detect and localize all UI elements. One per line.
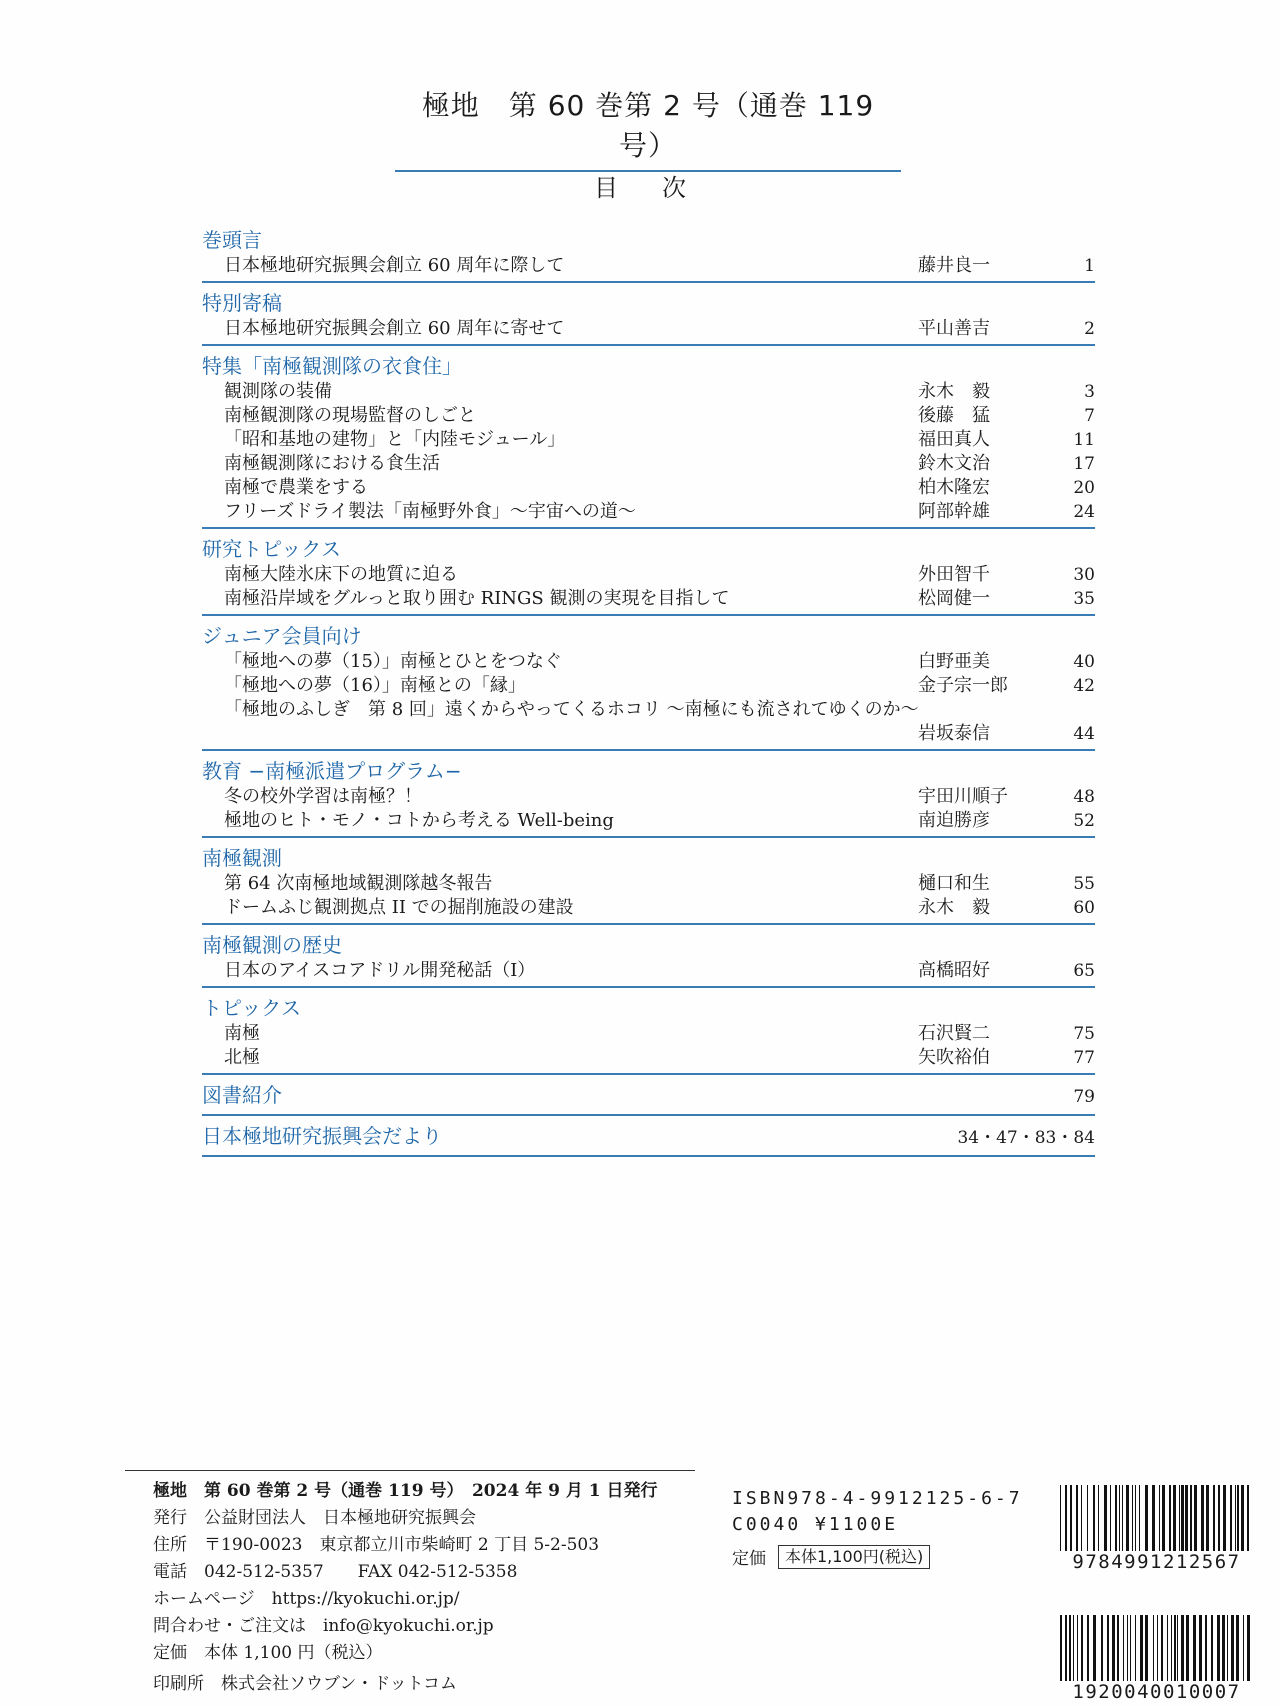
entry-author: 鈴木文治 <box>918 453 990 474</box>
colophon-phone: 電話 042-512-5357 FAX 042-512-5358 <box>153 1562 518 1582</box>
entry-title: 日本のアイスコアドリル開発秘話（I） <box>224 960 536 981</box>
entry-page: 17 <box>1073 454 1095 474</box>
entry-page: 55 <box>1073 874 1095 894</box>
toc-entry <box>202 317 1095 341</box>
entry-author: 矢吹裕伯 <box>918 1047 990 1068</box>
entry-title: 南極 <box>224 1023 260 1044</box>
barcode-bars <box>1060 1615 1253 1681</box>
price-label: 定価 <box>732 1549 766 1569</box>
section-title: 図書紹介 <box>202 1083 282 1107</box>
entry-author: 高橋昭好 <box>918 960 990 981</box>
entry-page: 60 <box>1073 898 1095 918</box>
toc-entry <box>202 476 1095 500</box>
entry-page: 30 <box>1073 565 1095 585</box>
colophon-printer: 印刷所 株式会社ソウブン・ドットコム <box>153 1674 457 1694</box>
entry-page: 77 <box>1073 1048 1095 1068</box>
toc-entry <box>202 674 1095 698</box>
entry-title: 観測隊の装備 <box>224 381 332 402</box>
entry-page: 75 <box>1073 1024 1095 1044</box>
isbn-barcode <box>1060 1485 1253 1573</box>
toc-entry <box>202 896 1095 920</box>
entry-title: 南極大陸氷床下の地質に迫る <box>224 564 458 585</box>
entry-page: 65 <box>1073 961 1095 981</box>
section-title: 巻頭言 <box>202 228 262 252</box>
section-title: ジュニア会員向け <box>202 624 362 648</box>
entry-author: 阿部幹雄 <box>918 501 990 522</box>
section-title: 特集「南極観測隊の衣食住」 <box>202 354 462 378</box>
section-title: 教育 −南極派遣プログラム− <box>202 759 462 783</box>
barcode-digits: 9784991212567 <box>1072 1551 1241 1573</box>
entry-page: 48 <box>1073 787 1095 807</box>
toc-section <box>202 758 1095 838</box>
colophon-contact: 問合わせ・ご注文は info@kyokuchi.or.jp <box>153 1616 494 1636</box>
toc-entry <box>202 563 1095 587</box>
entry-page: 52 <box>1073 811 1095 831</box>
section-title: トピックス <box>202 996 301 1020</box>
entry-page: 79 <box>1073 1087 1095 1107</box>
section-title: 特別寄稿 <box>202 291 282 315</box>
entry-author: 松岡健一 <box>918 588 990 609</box>
colophon-price: 定価 本体 1,100 円（税込） <box>153 1643 383 1663</box>
toc-entry <box>202 722 1095 746</box>
entry-page: 7 <box>1084 406 1095 426</box>
entry-title: 日本極地研究振興会創立 60 周年に寄せて <box>224 318 565 339</box>
toc-section <box>202 845 1095 925</box>
toc-entry <box>202 380 1095 404</box>
entry-page: 1 <box>1084 256 1095 276</box>
entry-title: 南極観測隊における食生活 <box>224 453 440 474</box>
entry-author: 岩坂泰信 <box>918 723 990 744</box>
entry-author: 福田真人 <box>918 429 990 450</box>
toc-entry <box>202 428 1095 452</box>
toc-entry <box>202 452 1095 476</box>
entry-author: 金子宗一郎 <box>918 675 1008 696</box>
toc-entry <box>202 698 1095 722</box>
toc-section <box>202 227 1095 283</box>
toc-section <box>202 353 1095 529</box>
toc-entry <box>202 872 1095 896</box>
toc-heading: 目次 <box>594 174 730 202</box>
price-block <box>732 1544 930 1569</box>
colophon <box>153 1478 713 1698</box>
section-title: 日本極地研究振興会だより <box>202 1124 442 1148</box>
entry-page: 3 <box>1084 382 1095 402</box>
toc-section <box>202 290 1095 346</box>
entry-title: 極地のヒト・モノ・コトから考える Well-being <box>224 810 614 831</box>
toc-entry <box>202 650 1095 674</box>
entry-author: 平山善吉 <box>918 318 990 339</box>
entry-title: 「極地への夢（16）」南極との「縁」 <box>224 675 526 696</box>
entry-title: 「極地への夢（15）」南極とひとをつなぐ <box>224 651 562 672</box>
toc-section <box>202 623 1095 751</box>
toc-entry <box>202 1022 1095 1046</box>
toc-section <box>202 932 1095 988</box>
toc-section <box>202 1082 1095 1116</box>
isbn-number: ISBN978-4-9912125-6-7 <box>732 1488 1023 1509</box>
journal-title: 極地 第 60 巻第 2 号（通巻 119 号） <box>395 84 901 172</box>
entry-title: 南極沿岸域をグルっと取り囲む RINGS 観測の実現を目指して <box>224 588 730 609</box>
entry-page: 42 <box>1073 676 1095 696</box>
section-title: 南極観測 <box>202 846 282 870</box>
section-title: 研究トピックス <box>202 537 341 561</box>
toc-entry <box>202 587 1095 611</box>
price-box: 本体1,100円(税込) <box>778 1545 930 1569</box>
entry-title: フリーズドライ製法「南極野外食」〜宇宙への道〜 <box>224 501 636 522</box>
entry-title: 南極観測隊の現場監督のしごと <box>224 405 476 426</box>
price-barcode <box>1060 1615 1253 1703</box>
entry-title: 南極で農業をする <box>224 477 368 498</box>
isbn-block <box>732 1486 1023 1538</box>
entry-author: 柏木隆宏 <box>918 477 990 498</box>
entry-author: 石沢賢二 <box>918 1023 990 1044</box>
entry-author: 藤井良一 <box>918 255 990 276</box>
toc-section <box>202 995 1095 1075</box>
colophon-issue-line: 極地 第 60 巻第 2 号（通巻 119 号） 2024 年 9 月 1 日発行 <box>153 1481 658 1501</box>
entry-author: 後藤 猛 <box>918 405 990 426</box>
toc-section <box>202 1123 1095 1157</box>
toc-entry <box>202 809 1095 833</box>
entry-title: 「極地のふしぎ 第 8 回」遠くからやってくるホコリ 〜南極にも流されてゆくのか〜 <box>224 699 919 720</box>
entry-title: ドームふじ観測拠点 II での掘削施設の建設 <box>224 897 574 918</box>
entry-page: 2 <box>1084 319 1095 339</box>
section-title: 南極観測の歴史 <box>202 933 342 957</box>
entry-page: 20 <box>1073 478 1095 498</box>
entry-title: 冬の校外学習は南極？！ <box>224 786 422 807</box>
entry-page: 40 <box>1073 652 1095 672</box>
toc-section <box>202 536 1095 616</box>
barcode-bars <box>1060 1485 1253 1551</box>
classification-code: C0040 ¥1100E <box>732 1514 899 1535</box>
entry-author: 樋口和生 <box>918 873 990 894</box>
entry-page: 34・47・83・84 <box>957 1128 1095 1148</box>
toc-entry <box>202 785 1095 809</box>
toc-entry <box>202 404 1095 428</box>
entry-page: 35 <box>1073 589 1095 609</box>
entry-page: 24 <box>1073 502 1095 522</box>
entry-author: 宇田川順子 <box>918 786 1008 807</box>
entry-title: 北極 <box>224 1047 260 1068</box>
toc-entry <box>202 959 1095 983</box>
entry-title: 日本極地研究振興会創立 60 周年に際して <box>224 255 565 276</box>
toc-entry <box>202 1046 1095 1070</box>
entry-author: 永木 毅 <box>918 381 990 402</box>
entry-author: 白野亜美 <box>918 651 990 672</box>
toc-entry <box>202 500 1095 524</box>
toc-entry <box>202 254 1095 278</box>
colophon-divider <box>125 1470 695 1471</box>
entry-title: 第 64 次南極地域観測隊越冬報告 <box>224 873 493 894</box>
colophon-homepage: ホームページ https://kyokuchi.or.jp/ <box>153 1589 460 1609</box>
entry-page: 44 <box>1073 724 1095 744</box>
entry-author: 永木 毅 <box>918 897 990 918</box>
entry-page: 11 <box>1073 430 1095 450</box>
colophon-address: 住所 〒190-0023 東京都立川市柴崎町 2 丁目 5-2-503 <box>153 1535 600 1555</box>
entry-author: 南迫勝彦 <box>918 810 990 831</box>
entry-author: 外田智千 <box>918 564 990 585</box>
table-of-contents <box>202 227 1095 1164</box>
barcode-digits: 1920040010007 <box>1072 1681 1241 1703</box>
colophon-publisher: 発行 公益財団法人 日本極地研究振興会 <box>153 1508 476 1528</box>
entry-title: 「昭和基地の建物」と「内陸モジュール」 <box>224 429 566 450</box>
